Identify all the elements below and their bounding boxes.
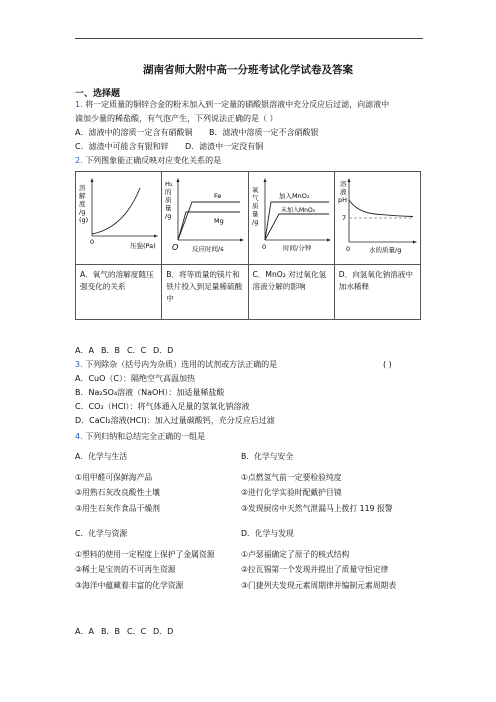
chart-b-ylabel-3: 量 <box>165 204 172 212</box>
q4-group-d-item: ①卢瑟福确定了原子的核式结构 <box>241 549 350 559</box>
q2-text: 下列图象能正确反映对应变化关系的是 <box>85 156 222 165</box>
chart-b-x-arrow <box>240 239 244 242</box>
chart-b <box>162 172 248 262</box>
chart-c-origin: 0 <box>261 243 266 251</box>
q3-option-b: B．Na₂SO₄溶液（NaOH）：加适量稀盐酸 <box>75 388 225 397</box>
chart-b-origin: O <box>172 243 179 252</box>
q2-answer-c: C．C <box>127 346 147 355</box>
caption-c: C．MnO₂ 对过氧化氢溶液分解的影响 <box>248 265 334 320</box>
chart-c-ylabel-0: 氧 <box>251 186 258 194</box>
chart-d-ylabel-1: 液 <box>339 188 347 196</box>
chart-b-ylabel-1: 的 <box>165 188 172 196</box>
q1-stem-line1 <box>75 99 389 110</box>
q4-group-a-item: ①用甲醛可保鲜海产品 <box>75 472 153 482</box>
chart-b-y-arrow <box>177 178 180 182</box>
caption-b: B．将等质量的镁片和铁片投入到足量稀硫酸中 <box>162 265 248 320</box>
q4-group-c-item: ②稀土是宝贵的不可再生资源 <box>75 565 176 574</box>
q4-group-b-item: ②进行化学实验时配戴护目镜 <box>241 488 342 497</box>
q3-option-a: A．CuO（C）：隔绝空气高温加热 <box>75 374 196 383</box>
chart-a-origin: 0 <box>90 238 95 246</box>
q1-option-a: A．滤液中的溶质一定含有硝酸铜 <box>75 128 193 137</box>
chart-a-ylabel-4: (g) <box>79 216 89 224</box>
q2-number: 2. <box>75 156 83 165</box>
caption-a: A．氧气的溶解度随压强变化的关系 <box>76 265 162 320</box>
q1-option-c: C．滤渣中可能含有银和锌 <box>75 142 169 151</box>
chart-a-cell <box>76 172 162 265</box>
q1-option-b: B．滤液中溶质一定不含硝酸银 <box>209 128 319 137</box>
chart-b-line-fe <box>178 202 240 240</box>
chart-d-cell <box>334 172 420 265</box>
q4-group-b-item: ①点燃氢气前一定要检验纯度 <box>241 472 342 482</box>
chart-d-curve <box>349 200 413 217</box>
q1-number: 1. <box>75 100 83 109</box>
q3-blank: ( ) <box>383 360 392 369</box>
chart-c-ylabel-1: 气 <box>251 194 258 202</box>
chart-d <box>335 172 421 262</box>
page-title: 湖南省师大附中高一分班考试化学试卷及答案 <box>143 64 353 76</box>
q4-group-d-item: ③门捷列夫发现元素周期律并编制元素周期表 <box>241 580 397 590</box>
chart-a-curve <box>92 188 140 234</box>
q4-group-a-item: ②用熟石灰改良酸性土壤 <box>75 488 160 497</box>
chart-c-series-with: 加入MnO₂ <box>278 192 309 200</box>
chart-a-xlabel: 压强(Pa) <box>130 242 156 250</box>
q4-number: 4. <box>75 432 83 441</box>
q4-answer-a: A．A <box>75 627 94 636</box>
q3-option-c: C．CO₂（HCl）：将气体通入足量的氢氧化钠溶液 <box>75 402 250 411</box>
chart-c-y-arrow <box>263 178 266 182</box>
chart-b-series-fe: Fe <box>214 192 222 200</box>
q3-stem <box>75 359 277 370</box>
q4-group-c-item: ①塑料的使用一定程度上保护了金属资源 <box>75 549 215 559</box>
q4-group-b-item: ③发现厨房中天然气泄漏马上拨打 119 报警 <box>241 503 393 513</box>
chart-d-ytick-7: 7 <box>341 214 346 222</box>
q4-group-c-head: C．化学与资源 <box>75 529 128 538</box>
chart-d-xlabel: 水的质量/g <box>368 246 402 254</box>
chart-c-x-arrow <box>327 239 331 242</box>
chart-c-line-without <box>265 214 329 240</box>
q1-text1: 将一定质量的铜锌合金的粉末加入到一定量的硝酸银溶液中充分反应后过滤，向滤液中 <box>85 100 390 109</box>
q4-group-a-head: A．化学与生活 <box>75 452 128 461</box>
q4-group-c-item: ③海洋中蕴藏着丰富的化学资源 <box>75 580 184 590</box>
q4-group-b-head: B．化学与安全 <box>241 452 294 461</box>
chart-c-ylabel-2: 质 <box>251 202 258 210</box>
chart-b-series-mg: Mg <box>214 217 224 225</box>
chart-a-x-arrow <box>154 235 158 238</box>
q4-answer-d: D．D <box>153 627 174 636</box>
q2-answer-b: B．B <box>101 346 120 355</box>
q3-text: 下列除杂（括号内为杂质）选用的试剂或方法正确的是 <box>85 360 278 369</box>
q2-chart-table <box>75 171 421 320</box>
chart-b-ylabel-0: H₂ <box>165 180 173 188</box>
chart-b-cell <box>162 172 248 265</box>
chart-d-origin: 0 <box>345 245 350 253</box>
chart-d-ylabel-0: 溶 <box>339 180 347 188</box>
q4-answer-c: C．C <box>127 627 147 636</box>
q3-number: 3. <box>75 360 83 369</box>
chart-b-xlabel: 反应时间/s <box>192 245 224 253</box>
chart-c-xlabel: 时间/分钟 <box>282 244 311 252</box>
chart-d-x-arrow <box>413 241 417 244</box>
chart-d-ylabel-2: pH <box>337 196 347 204</box>
chart-c-series-without: 未加入MnO₂ <box>280 207 315 214</box>
chart-a-ylabel-3: /g <box>79 208 86 216</box>
chart-a-ylabel-2: 度 <box>79 200 86 208</box>
chart-b-line-mg <box>178 212 240 240</box>
q2-answer-a: A．A <box>75 346 94 355</box>
chart-c-cell <box>248 172 334 265</box>
chart-c-ylabel-4: /g <box>251 218 258 226</box>
chart-a-ylabel-0: 溶 <box>79 184 86 192</box>
chart-a-y-arrow <box>91 178 94 182</box>
q4-knowledge-table <box>75 449 421 593</box>
chart-a-ylabel-1: 解 <box>79 192 86 200</box>
q4-group-a-item: ③用生石灰作食品干燥剂 <box>75 503 160 513</box>
q4-stem <box>75 431 205 442</box>
caption-d: D．向氢氧化钠溶液中加水稀释 <box>334 265 420 320</box>
chart-b-ylabel-2: 质 <box>165 196 172 204</box>
q4-text: 下列归纳和总结完全正确的一组是 <box>85 432 206 441</box>
chart-c-ylabel-3: 量 <box>251 210 258 218</box>
chart-c <box>249 172 335 262</box>
q2-stem <box>75 155 221 166</box>
header-rule <box>75 38 423 39</box>
chart-d-y-arrow <box>347 178 350 182</box>
q2-answer-d: D．D <box>153 346 174 355</box>
q3-option-d: D．CaCl₂溶液(HCl)：加入过量碳酸钙，充分反应后过滤 <box>75 416 275 425</box>
chart-a <box>76 172 162 262</box>
q1-stem-line2: 滴加少量的稀盐酸，有气泡产生，下列说法正确的是（ ） <box>75 114 278 123</box>
q4-group-d-head: D．化学与发现 <box>241 529 294 538</box>
q4-group-d-item: ②拉瓦锡第一个发现并提出了质量守恒定律 <box>241 565 389 574</box>
q4-answer-b: B．B <box>101 627 120 636</box>
q1-option-d: D．滤渣中一定没有铜 <box>185 142 264 151</box>
chart-b-ylabel-4: /g <box>165 212 172 220</box>
section-heading: 一、选择题 <box>75 89 121 99</box>
